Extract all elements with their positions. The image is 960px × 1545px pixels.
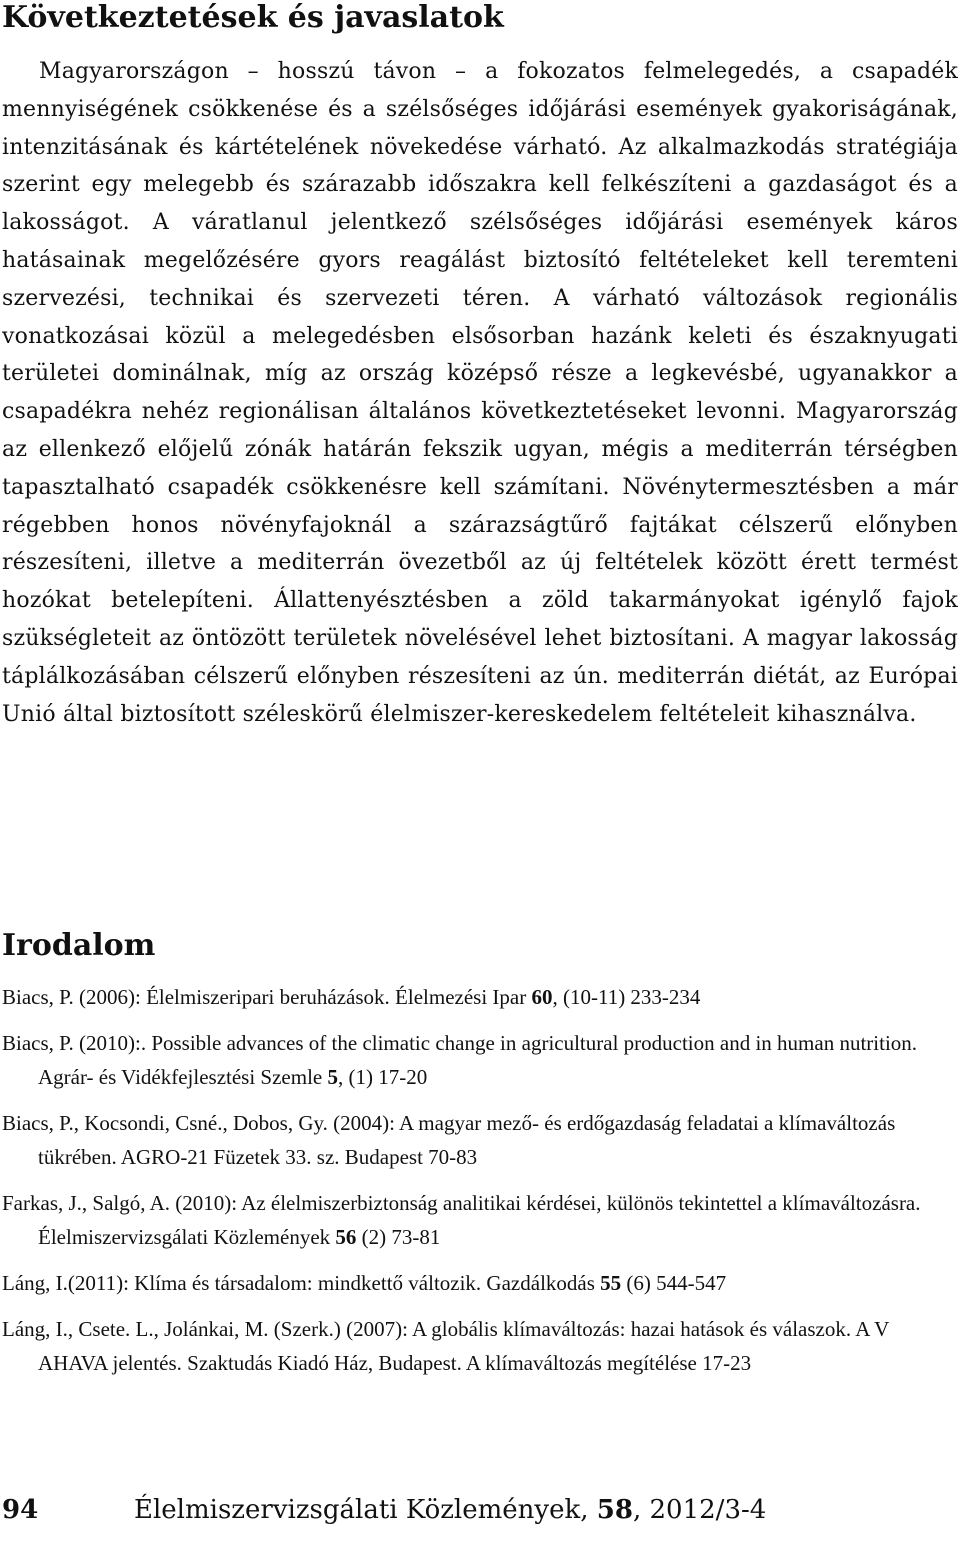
reference-item: Láng, I.(2011): Klíma és társadalom: mindkettő változik. Gazdálkodás 55 (6) 544-547 <box>2 1271 727 1295</box>
journal-name: Élelmiszervizsgálati Közlemények, <box>134 1495 597 1525</box>
reference-item: Láng, I., Csete. L., Jolánkai, M. (Szerk.) (2007): A globális klímaváltozás: hazai hatások és válaszok. A V AHAVA jelentés. Szaktudás Kiadó Ház, Budapest. A klímaváltozás megítélése 17-23 <box>2 1317 889 1375</box>
page-footer <box>2 1490 766 1530</box>
journal-issue: , 2012/3-4 <box>632 1495 767 1525</box>
references-title: Irodalom <box>2 928 156 963</box>
reference-item: Biacs, P., Kocsondi, Csné., Dobos, Gy. (2004): A magyar mező- és erdőgazdaság feladatai a klímaváltozás tükrében. AGRO-21 Füzetek 33. sz. Budapest 70-83 <box>2 1111 896 1169</box>
section-title: Következtetések és javaslatok <box>2 0 504 35</box>
reference-item: Farkas, J., Salgó, A. (2010): Az élelmiszerbiztonság analitikai kérdései, különös tekintettel a klímaváltozásra. Élelmiszervizsgálati Közlemények 56 (2) 73-81 <box>2 1191 921 1249</box>
reference-item: Biacs, P. (2010):. Possible advances of the climatic change in agricultural production and in human nutrition. Agrár- és Vidékfejlesztési Szemle 5, (1) 17-20 <box>2 1031 918 1089</box>
reference-list <box>2 980 958 1392</box>
conclusions-paragraph: Magyarországon – hosszú távon – a fokozatos felmelegedés, a csapadék mennyiségének csökkenése és a szélsőséges időjárási események gyakoriságának, intenzitásának és kártételének növekedése várható. Az alkalmazkodás stratégiája szerint egy melegebb és szárazabb időszakra kell felkészíteni a gazdaságot és a lakosságot. A váratlanul jelentkező szélsőséges időjárási események káros hatásainak megelőzésére gyors reagálást biztosító feltételeket kell teremteni szervezési, technikai és szervezeti téren. A várható változások regionális vonatkozásai közül a melegedésben elsősorban hazánk keleti és északnyugati területei dominálnak, míg az ország középső része a legkevésbé, ugyanakkor a csapadékra nehéz regionálisan általános következtetéseket levonni. Magyarország az ellenkező előjelű zónák határán fekszik ugyan, mégis a mediterrán térségben tapasztalható csapadék csökkenésre kell számítani. Növénytermesztésben a már régebben honos növényfajoknál a szárazságtűrő fajtákat célszerű előnyben részesíteni, illetve a mediterrán övezetből az új feltételek között érett termést hozókat betelepíteni. Állattenyésztésben a zöld takarmányokat igénylő fajok szükségleteit az öntözött területek növelésével lehet biztosítani. A magyar lakosság táplálkozásában célszerű előnyben részesíteni az ún. mediterrán diétát, az Európai Unió által biztosított széleskörű élelmiszer-kereskedelem feltételeit kihasználva. <box>2 59 958 727</box>
reference-item: Biacs, P. (2006): Élelmiszeripari beruházások. Élelmezési Ipar 60, (10-11) 233-234 <box>2 985 701 1009</box>
page-number: 94 <box>2 1495 39 1525</box>
journal-volume: 58 <box>596 1495 633 1525</box>
